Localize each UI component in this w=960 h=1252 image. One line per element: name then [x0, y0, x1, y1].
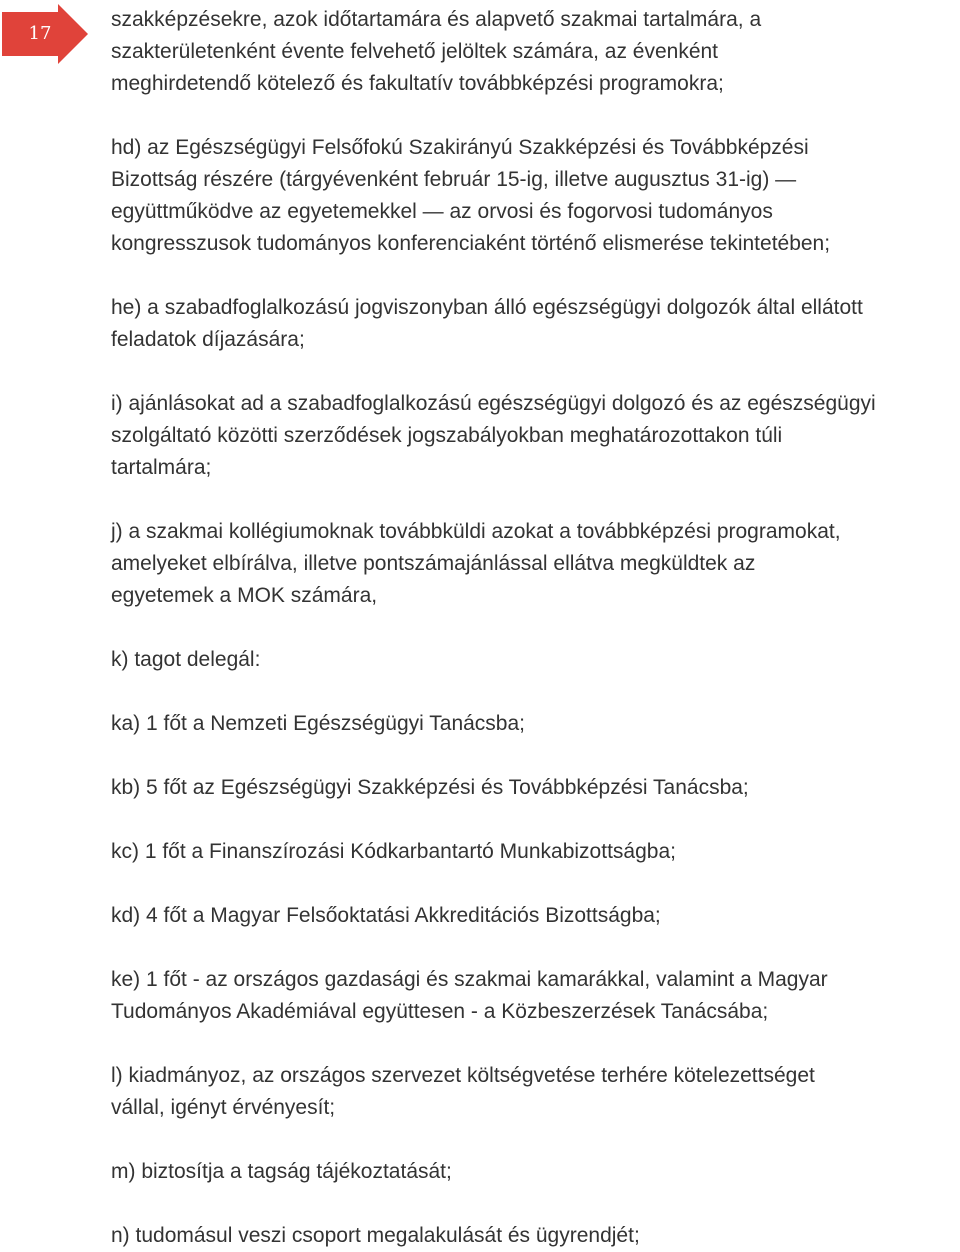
text-line: kongresszusok tudományos konferenciaként történő elismerése tekintetében; — [111, 232, 831, 255]
text-line: ka) 1 főt a Nemzeti Egészségügyi Tanácsba; — [111, 712, 526, 735]
text-line: k) tagot delegál: — [111, 648, 261, 671]
text-line: l) kiadmányoz, az országos szervezet költségvetése terhére kötelezettséget — [111, 1064, 815, 1087]
page-number: 17 — [28, 23, 52, 44]
paragraph-ka — [111, 708, 960, 740]
text-line: n) tudomásul veszi csoport megalakulását és ügyrendjét; — [111, 1224, 640, 1247]
text-line: feladatok díjazására; — [111, 328, 305, 351]
text-line: egyetemek a MOK számára, — [111, 584, 378, 607]
text-line: szakterületenként évente felvehető jelöltek számára, az évenként — [111, 40, 719, 63]
document-body — [111, 4, 960, 1252]
paragraph-j — [111, 516, 960, 612]
paragraph-kc — [111, 836, 960, 868]
paragraph-intro — [111, 4, 960, 100]
text-line: vállal, igényt érvényesít; — [111, 1096, 336, 1119]
text-line: szolgáltató közötti szerződések jogszabályokban meghatározottakon túli — [111, 424, 783, 447]
text-line: i) ajánlásokat ad a szabadfoglalkozású egészségügyi dolgozó és az egészségügyi — [111, 392, 876, 415]
text-line: ke) 1 főt - az országos gazdasági és szakmai kamarákkal, valamint a Magyar — [111, 968, 828, 991]
paragraph-ke — [111, 964, 960, 1028]
paragraph-kb — [111, 772, 960, 804]
paragraph-he — [111, 292, 960, 356]
paragraph-k — [111, 644, 960, 676]
text-line: m) biztosítja a tagság tájékoztatását; — [111, 1160, 452, 1183]
paragraph-hd — [111, 132, 960, 260]
text-line: he) a szabadfoglalkozású jogviszonyban álló egészségügyi dolgozók által ellátott — [111, 296, 863, 319]
text-line: Bizottság részére (tárgyévenként február 15-ig, illetve augusztus 31-ig) — — [111, 168, 797, 191]
text-line: együttműködve az egyetemekkel — az orvosi és fogorvosi tudományos — [111, 200, 773, 223]
paragraph-m — [111, 1156, 960, 1188]
text-line: szakképzésekre, azok időtartamára és alapvető szakmai tartalmára, a — [111, 8, 762, 31]
paragraph-i — [111, 388, 960, 484]
text-line: tartalmára; — [111, 456, 212, 479]
text-line: hd) az Egészségügyi Felsőfokú Szakirányú Szakképzési és Továbbképzési — [111, 136, 809, 159]
text-line: amelyeket elbírálva, illetve pontszámajánlással ellátva megküldtek az — [111, 552, 756, 575]
paragraph-n — [111, 1220, 960, 1252]
paragraph-kd — [111, 900, 960, 932]
text-line: kc) 1 főt a Finanszírozási Kódkarbantartó Munkabizottságba; — [111, 840, 676, 863]
text-line: meghirdetendő kötelező és fakultatív továbbképzési programokra; — [111, 72, 724, 95]
text-line: Tudományos Akadémiával együttesen - a Közbeszerzések Tanácsába; — [111, 1000, 769, 1023]
page-number-marker — [2, 4, 90, 64]
text-line: kd) 4 főt a Magyar Felsőoktatási Akkreditációs Bizottságba; — [111, 904, 661, 927]
text-line: j) a szakmai kollégiumoknak továbbküldi azokat a továbbképzési programokat, — [111, 520, 841, 543]
paragraph-l — [111, 1060, 960, 1124]
text-line: kb) 5 főt az Egészségügyi Szakképzési és Továbbképzési Tanácsba; — [111, 776, 749, 799]
